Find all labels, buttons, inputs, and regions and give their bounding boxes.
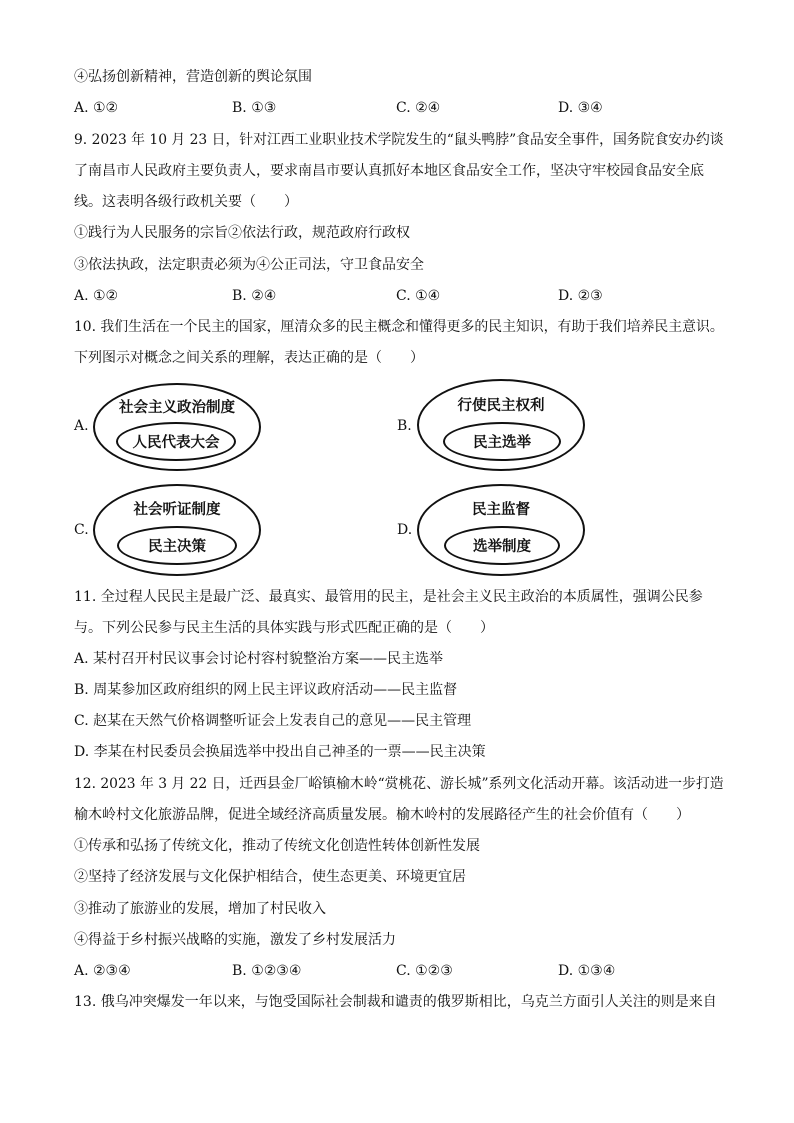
q12-item-1: ①传承和弘扬了传统文化，推动了传统文化创造性转体创新性发展 <box>74 838 480 854</box>
diagram-a-inner-ellipse <box>116 422 236 461</box>
q12-stem-line1: 12. 2023 年 3 月 22 日，迁西县金厂峪镇榆木岭“赏桃花、游长城”系列文化活动开幕。该活动进一步打造 <box>74 776 724 792</box>
diagram-b-inner-label: 民主选举 <box>473 435 531 451</box>
q8-option-c: C. ②④ <box>396 100 441 116</box>
q9-stem-line3: 线。这表明各级行政机关要（ ） <box>74 194 298 210</box>
q9-option-a: A. ①② <box>74 288 119 304</box>
q9-items-1-2: ①践行为人民服务的宗旨②依法行政，规范政府行政权 <box>74 225 410 241</box>
q11-option-d: D. 李某在村民委员会换届选举中投出自己神圣的一票——民主决策 <box>74 744 486 760</box>
q10-stem-line1: 10. 我们生活在一个民主的国家，厘清众多的民主概念和懂得更多的民主知识，有助于我们培养民主意识。 <box>74 319 724 335</box>
q12-item-2: ②坚持了经济发展与文化保护相结合，使生态更美、环境更宜居 <box>74 869 466 885</box>
diagram-c-outer-label: 社会听证制度 <box>133 502 221 518</box>
q11-option-b: B. 周某参加区政府组织的网上民主评议政府活动——民主监督 <box>74 682 458 698</box>
q12-option-b: B. ①②③④ <box>232 963 302 979</box>
diagram-b-letter: B. <box>397 418 412 434</box>
q9-option-c: C. ①④ <box>396 288 441 304</box>
q12-option-a: A. ②③④ <box>74 963 131 979</box>
q12-stem-line2: 榆木岭村文化旅游品牌，促进全域经济高质量发展。榆木岭村的发展路径产生的社会价值有（ ） <box>74 807 690 823</box>
diagram-d-inner-label: 选举制度 <box>473 539 531 555</box>
diagram-c-inner-label: 民主决策 <box>148 539 206 555</box>
q8-item-4: ④弘扬创新精神，营造创新的舆论氛围 <box>74 69 312 85</box>
q12-option-c: C. ①②③ <box>396 963 453 979</box>
diagram-d-outer-label: 民主监督 <box>472 502 530 518</box>
q8-option-a: A. ①② <box>74 100 119 116</box>
diagram-a-outer-label: 社会主义政治制度 <box>119 400 235 416</box>
q10-stem-line2: 下列图示对概念之间关系的理解，表达正确的是（ ） <box>74 350 424 366</box>
q12-item-4: ④得益于乡村振兴战略的实施，激发了乡村发展活力 <box>74 932 396 948</box>
q11-option-a: A. 某村召开村民议事会讨论村容村貌整治方案——民主选举 <box>74 651 444 667</box>
diagram-a-letter: A. <box>74 418 89 434</box>
diagram-b-inner-ellipse <box>443 422 561 461</box>
q13-stem-line1: 13. 俄乌冲突爆发一年以来，与饱受国际社会制裁和谴责的俄罗斯相比，乌克兰方面引人关注的则是来自 <box>74 994 717 1010</box>
q12-option-d: D. ①③④ <box>558 963 616 979</box>
diagram-d-inner-ellipse <box>444 526 560 565</box>
diagram-b-outer-ellipse <box>417 379 585 471</box>
q8-option-b: B. ①③ <box>232 100 277 116</box>
diagram-d-letter: D. <box>397 522 413 538</box>
q11-option-c: C. 赵某在天然气价格调整听证会上发表自己的意见——民主管理 <box>74 713 472 729</box>
q12-item-3: ③推动了旅游业的发展，增加了村民收入 <box>74 901 326 917</box>
q9-items-3-4: ③依法执政，法定职责必须为④公正司法，守卫食品安全 <box>74 257 424 273</box>
diagram-d-outer-ellipse <box>417 484 585 576</box>
diagram-c-inner-ellipse <box>117 526 237 565</box>
diagram-b-outer-label: 行使民主权利 <box>457 398 545 414</box>
q8-option-d: D. ③④ <box>558 100 603 116</box>
q11-stem-line2: 与。下列公民参与民主生活的具体实践与形式匹配正确的是（ ） <box>74 620 494 636</box>
q9-stem-line1: 9. 2023 年 10 月 23 日，针对江西工业职业技术学院发生的“鼠头鸭脖”食品安全事件，国务院食安办约谈 <box>74 132 724 148</box>
q9-stem-line2: 了南昌市人民政府主要负责人，要求南昌市要认真抓好本地区食品安全工作，坚决守牢校园食品安全底 <box>74 163 704 179</box>
diagram-c-letter: C. <box>74 522 89 538</box>
q9-option-b: B. ②④ <box>232 288 277 304</box>
diagram-c-outer-ellipse <box>93 484 261 576</box>
q9-option-d: D. ②③ <box>558 288 603 304</box>
diagram-a-inner-label: 人民代表大会 <box>132 435 220 451</box>
q11-stem-line1: 11. 全过程人民民主是最广泛、最真实、最管用的民主，是社会主义民主政治的本质属性，强调公民参 <box>74 589 703 605</box>
diagram-a-outer-ellipse <box>93 383 261 471</box>
